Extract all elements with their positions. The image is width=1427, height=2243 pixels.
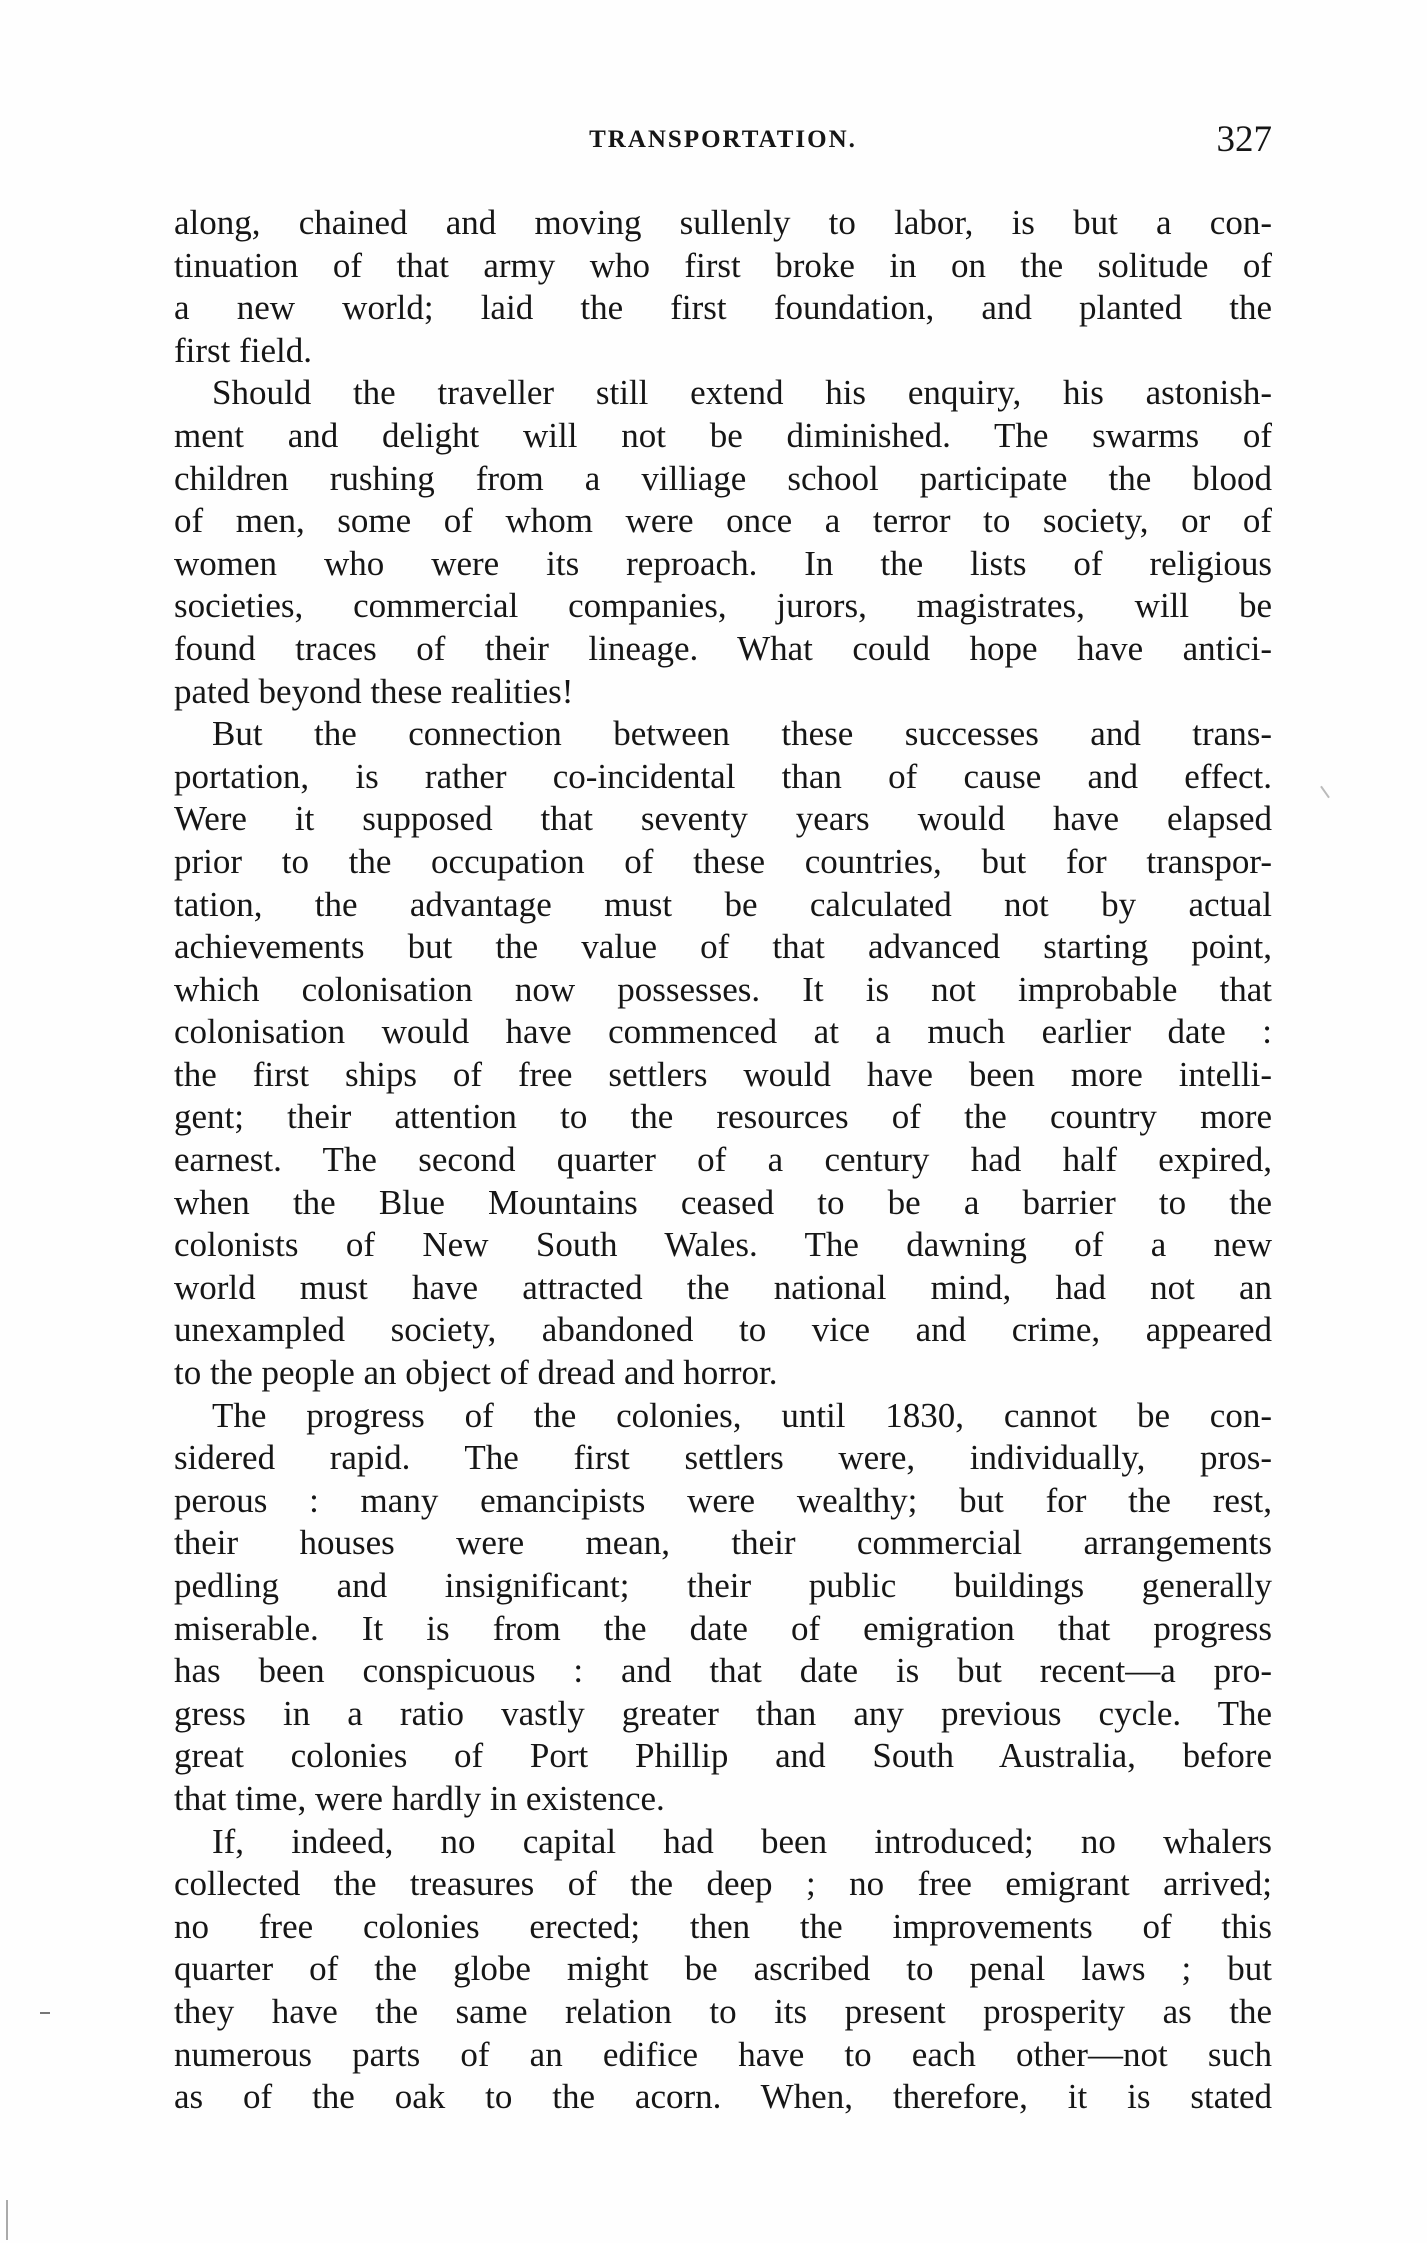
scan-artifact-mark — [6, 2200, 8, 2240]
text-line: as of the oak to the acorn. When, therefore, it is stated — [174, 2077, 1272, 2117]
text-line: ment and delight will not be diminished. The swarms of — [174, 415, 1272, 455]
text-line: gress in a ratio vastly greater than any previous cycle. The — [174, 1693, 1272, 1733]
text-line: children rushing from a villiage school participate the blood — [174, 458, 1272, 498]
text-line: pedling and insignificant; their public buildings generally — [174, 1566, 1272, 1605]
text-line: pated beyond these realities! — [174, 671, 574, 711]
text-line: tinuation of that army who first broke in on the solitude of — [174, 245, 1272, 285]
scan-artifact-mark — [1320, 786, 1330, 799]
text-line: no free colonies erected; then the improvements of this — [174, 1906, 1272, 1946]
text-line: perous : many emancipists were wealthy; but for the rest, — [174, 1480, 1272, 1520]
text-line: to the people an object of dread and horror. — [174, 1353, 778, 1393]
text-line: tation, the advantage must be calculated not by actual — [174, 884, 1272, 924]
text-line: first field. — [174, 330, 313, 370]
text-line: The progress of the colonies, until 1830, cannot be con- — [212, 1395, 1272, 1435]
text-line: gent; their attention to the resources of the country more — [174, 1097, 1272, 1137]
text-line: found traces of their lineage. What could hope have antici- — [174, 628, 1272, 668]
text-line: Should the traveller still extend his enquiry, his astonish- — [212, 373, 1272, 413]
scan-artifact-mark — [40, 2012, 50, 2014]
text-line: quarter of the globe might be ascribed to penal laws ; but — [174, 1949, 1272, 1989]
text-line: If, indeed, no capital had been introduced; no whalers — [212, 1821, 1272, 1861]
text-line: earnest. The second quarter of a century had half expired, — [174, 1140, 1272, 1180]
text-line: sidered rapid. The first settlers were, individually, pros- — [174, 1438, 1272, 1478]
text-line: women who were its reproach. In the lists of religious — [174, 543, 1272, 583]
running-head — [174, 118, 1272, 168]
text-line: collected the treasures of the deep ; no free emigrant arrived; — [174, 1864, 1272, 1904]
text-line: portation, is rather co-incidental than of cause and effect. — [174, 756, 1272, 796]
text-line: But the connection between these successes and trans- — [212, 714, 1272, 754]
text-line: numerous parts of an edifice have to each other—not such — [174, 2034, 1272, 2074]
text-line: which colonisation now possesses. It is not improbable that — [174, 969, 1272, 1009]
text-line: has been conspicuous : and that date is but recent—a pro- — [174, 1651, 1272, 1691]
page-number: 327 — [1216, 119, 1272, 160]
text-line: prior to the occupation of these countries, but for transpor- — [174, 841, 1272, 881]
text-line: the first ships of free settlers would have been more intelli- — [174, 1054, 1272, 1094]
text-line: that time, were hardly in existence. — [174, 1778, 665, 1818]
text-line: a new world; laid the first foundation, and planted the — [174, 288, 1272, 328]
text-line: colonisation would have commenced at a much earlier date : — [174, 1012, 1272, 1052]
text-line: achievements but the value of that advanced starting point, — [174, 927, 1272, 967]
text-line: along, chained and moving sullenly to labor, is but a con- — [174, 203, 1272, 242]
running-title: TRANSPORTATION. — [589, 126, 857, 153]
text-line: world must have attracted the national mind, had not an — [174, 1267, 1272, 1307]
body-text — [174, 202, 1272, 2119]
text-line: Were it supposed that seventy years would have elapsed — [174, 799, 1272, 839]
text-line: colonists of New South Wales. The dawning of a new — [174, 1225, 1272, 1265]
text-line: societies, commercial companies, jurors, magistrates, will be — [174, 586, 1272, 626]
text-line: great colonies of Port Phillip and South Australia, before — [174, 1736, 1272, 1776]
text-line: of men, some of whom were once a terror to society, or of — [174, 501, 1272, 541]
text-line: unexampled society, abandoned to vice and crime, appeared — [174, 1310, 1272, 1350]
text-line: when the Blue Mountains ceased to be a barrier to the — [174, 1182, 1272, 1222]
text-line: miserable. It is from the date of emigration that progress — [174, 1608, 1272, 1648]
text-line: they have the same relation to its present prosperity as the — [174, 1991, 1272, 2031]
text-line: their houses were mean, their commercial arrangements — [174, 1523, 1272, 1563]
